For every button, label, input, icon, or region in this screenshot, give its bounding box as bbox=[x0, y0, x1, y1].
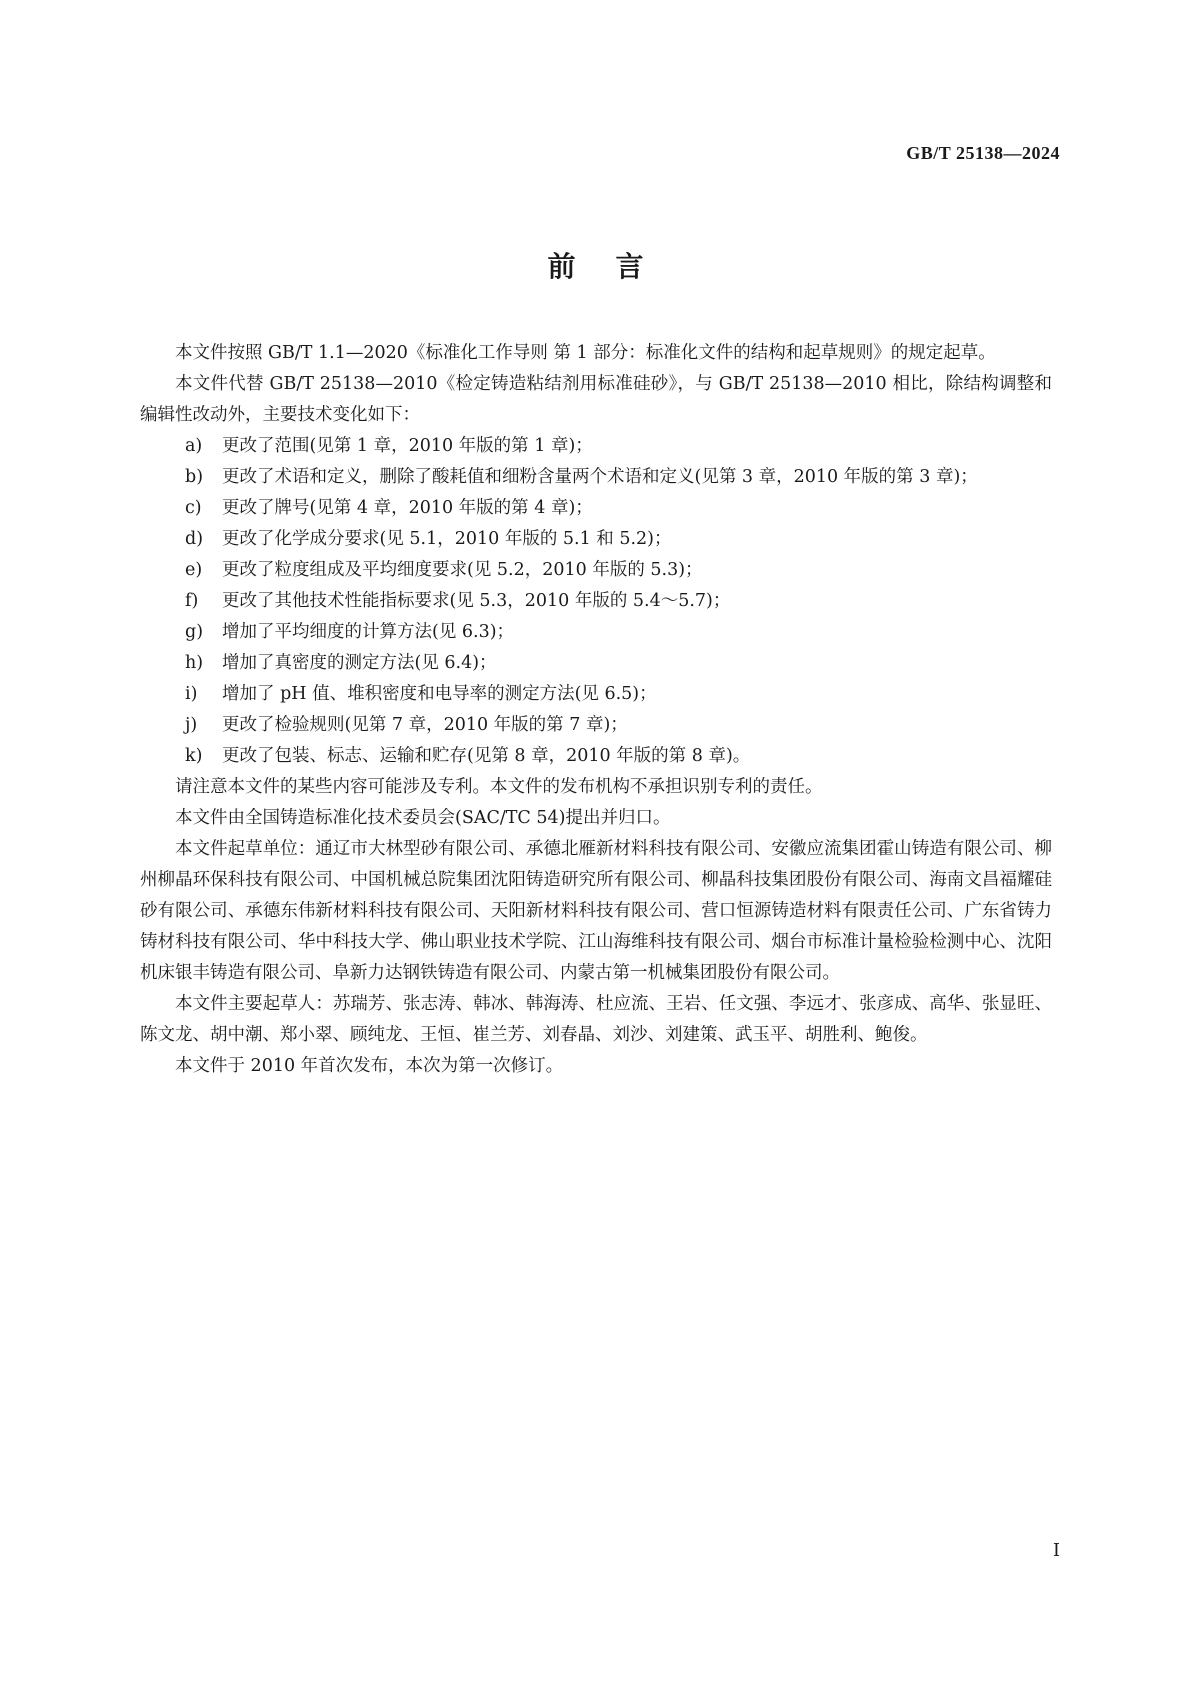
list-item bbox=[140, 431, 1052, 462]
list-item bbox=[140, 710, 1052, 741]
list-item bbox=[140, 493, 1052, 524]
list-item bbox=[140, 648, 1052, 679]
list-item-mark: a) bbox=[185, 436, 203, 456]
list-item-text: 更改了范围(见第 1 章，2010 年版的第 1 章)； bbox=[222, 436, 593, 456]
list-item-text: 更改了化学成分要求(见 5.1，2010 年版的 5.1 和 5.2)； bbox=[222, 529, 672, 549]
list-item-mark: d) bbox=[185, 529, 204, 549]
list-item-text: 更改了牌号(见第 4 章，2010 年版的第 4 章)； bbox=[222, 498, 593, 518]
paragraph-drafters: 本文件主要起草人：苏瑞芳、张志涛、韩冰、韩海涛、杜应流、王岩、任文强、李远才、张彦成、高华、张显旺、陈文龙、胡中潮、郑小翠、顾纯龙、王恒、崔兰芳、刘春晶、刘沙、刘建策、武玉平、胡胜利、鲍俊。 bbox=[140, 994, 1052, 1045]
list-item-text: 增加了平均细度的计算方法(见 6.3)； bbox=[222, 622, 515, 642]
list-item-text: 更改了粒度组成及平均细度要求(见 5.2，2010 年版的 5.3)； bbox=[222, 560, 703, 580]
list-item bbox=[140, 679, 1052, 710]
list-item-text: 增加了 pH 值、堆积密度和电导率的测定方法(见 6.5)； bbox=[222, 684, 657, 704]
list-item bbox=[140, 617, 1052, 648]
list-item-mark: b) bbox=[185, 467, 204, 487]
paragraph-patent-notice: 请注意本文件的某些内容可能涉及专利。本文件的发布机构不承担识别专利的责任。 bbox=[175, 777, 823, 797]
list-item-mark: h) bbox=[185, 653, 204, 673]
list-item-mark: e) bbox=[185, 560, 203, 580]
paragraph-history: 本文件于 2010 年首次发布，本次为第一次修订。 bbox=[175, 1056, 564, 1076]
foreword-body bbox=[140, 338, 1052, 1082]
page-title: 前言 bbox=[547, 250, 684, 283]
list-item-text: 更改了包装、标志、运输和贮存(见第 8 章，2010 年版的第 8 章)。 bbox=[222, 746, 751, 766]
list-item-mark: i) bbox=[185, 684, 198, 704]
list-item bbox=[140, 462, 1052, 493]
list-item-mark: k) bbox=[185, 746, 203, 766]
list-item-text: 更改了其他技术性能指标要求(见 5.3，2010 年版的 5.4～5.7)； bbox=[222, 591, 731, 611]
list-item bbox=[140, 586, 1052, 617]
list-item-mark: f) bbox=[185, 591, 199, 611]
list-item bbox=[140, 524, 1052, 555]
list-item-text: 增加了真密度的测定方法(见 6.4)； bbox=[222, 653, 497, 673]
list-item-mark: c) bbox=[185, 498, 202, 518]
standard-number: GB/T 25138—2024 bbox=[906, 143, 1060, 163]
paragraph-drafting-units: 本文件起草单位：通辽市大林型砂有限公司、承德北雁新材料科技有限公司、安徽应流集团霍山铸造有限公司、柳州柳晶环保科技有限公司、中国机械总院集团沈阳铸造研究所有限公司、柳晶科技集团股份有限公司、海南文昌福耀硅砂有限公司、承德东伟新材料科技有限公司、天阳新材料科技有限公司、营口恒源铸造材料有限责任公司、广东省铸力铸材科技有限公司、华中科技大学、佛山职业技术学院、江山海维科技有限公司、烟台市标准计量检验检测中心、沈阳机床银丰铸造有限公司、阜新力达钢铁铸造有限公司、内蒙古第一机械集团股份有限公司。 bbox=[140, 839, 1052, 983]
list-item bbox=[140, 555, 1052, 586]
paragraph-replacement: 本文件代替 GB/T 25138—2010《检定铸造粘结剂用标准硅砂》，与 GB/T 25138—2010 相比，除结构调整和编辑性改动外，主要技术变化如下： bbox=[140, 374, 1052, 425]
paragraph-proposer: 本文件由全国铸造标准化技术委员会(SAC/TC 54)提出并归口。 bbox=[175, 808, 671, 828]
list-item-mark: j) bbox=[185, 715, 198, 735]
list-item-text: 更改了术语和定义，删除了酸耗值和细粉含量两个术语和定义(见第 3 章，2010 年版的第 3 章)； bbox=[222, 467, 978, 487]
changes-list bbox=[140, 431, 1052, 772]
list-item bbox=[140, 741, 1052, 772]
page-number: I bbox=[1052, 1540, 1060, 1561]
paragraph-drafting-rules: 本文件按照 GB/T 1.1—2020《标准化工作导则 第 1 部分：标准化文件的结构和起草规则》的规定起草。 bbox=[175, 343, 996, 363]
list-item-text: 更改了检验规则(见第 7 章，2010 年版的第 7 章)； bbox=[222, 715, 628, 735]
list-item-mark: g) bbox=[185, 622, 204, 642]
